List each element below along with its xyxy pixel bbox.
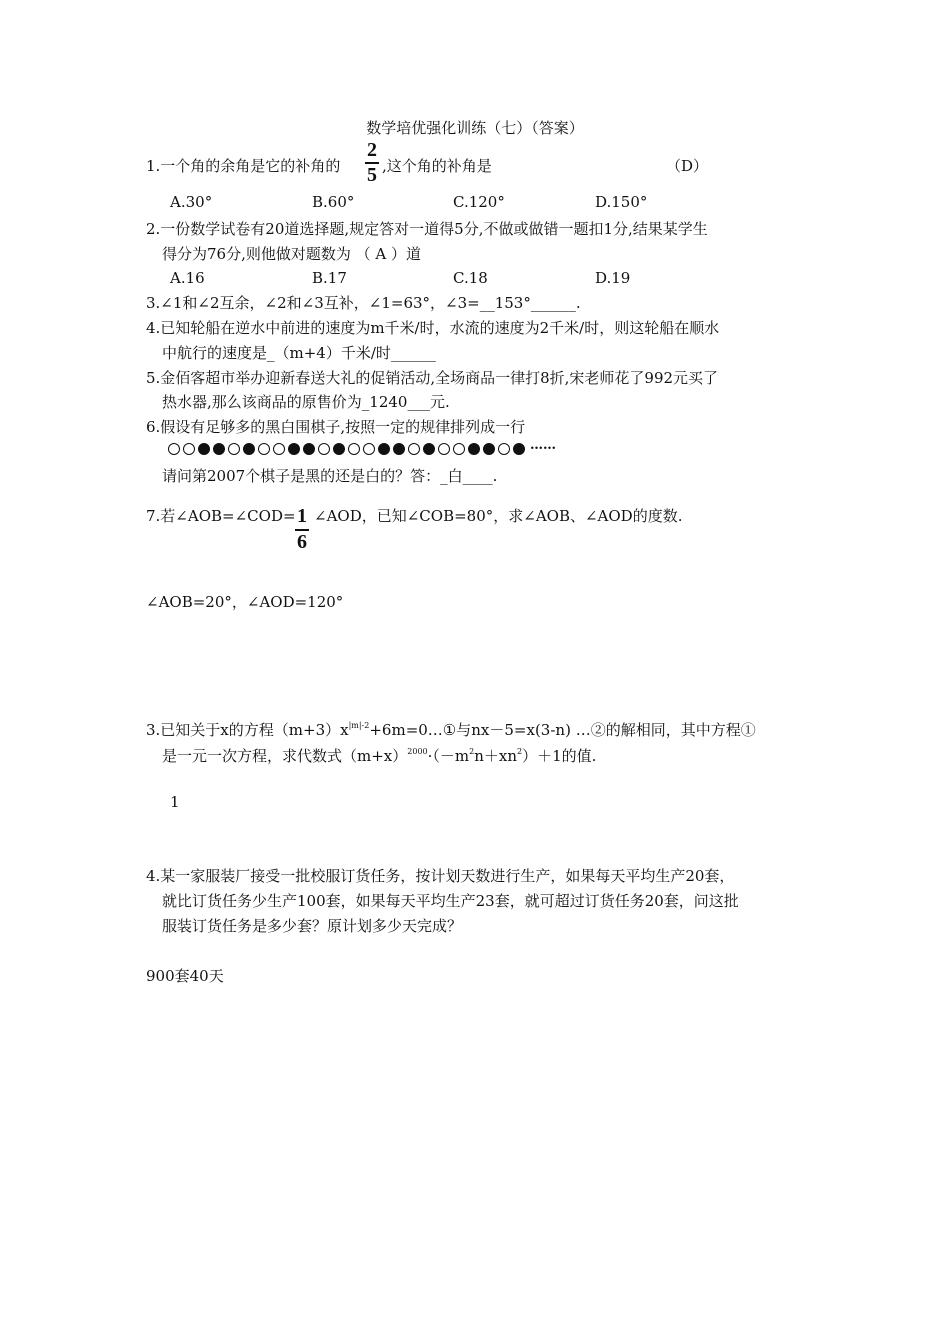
q8-line1 — [146, 716, 756, 740]
q6-line1: 6.假设有足够多的黑白围棋子,按照一定的规律排列成一行 — [146, 418, 526, 436]
q1-option-b: B.60° — [312, 193, 355, 211]
black-stone — [378, 443, 390, 455]
black-stone — [213, 443, 225, 455]
q4-line2: 中航行的速度是_（m+4）千米/时______ — [162, 344, 436, 362]
q1-option-a: A.30° — [170, 193, 213, 211]
q8-line2 — [162, 742, 596, 766]
white-stone — [498, 443, 510, 455]
q8-text-c: 是一元一次方程，求代数式（m+x） — [162, 747, 408, 765]
q7-frac-den: 6 — [297, 531, 307, 553]
page-title: 数学培优强化训练（七）（答案） — [366, 119, 584, 137]
black-stone — [333, 443, 345, 455]
q8-exponent-n2: 2 — [517, 747, 523, 756]
black-stone — [468, 443, 480, 455]
q6-answer-line: 请问第2007个棋子是黑的还是白的？答：_白____. — [162, 467, 498, 485]
q2-option-d: D.19 — [595, 269, 631, 287]
q1-option-d: D.150° — [595, 193, 648, 211]
q1-answer: （D） — [666, 157, 709, 175]
q9-line1: 4.某一家服装厂接受一批校服订货任务，按计划天数进行生产，如果每天平均生产20套， — [146, 867, 735, 885]
q1-option-c: C.120° — [453, 193, 505, 211]
q8-text-e: n＋xn — [474, 747, 517, 765]
q1-fraction — [364, 140, 380, 185]
q2-option-c: C.18 — [453, 269, 488, 287]
black-stone — [393, 443, 405, 455]
q9-answer: 900套40天 — [146, 967, 224, 985]
q8-text-f: ）＋1的值. — [522, 747, 597, 765]
q1-suffix: ,这个角的补角是 — [382, 157, 492, 175]
q8-answer: 1 — [170, 793, 180, 811]
black-stone — [513, 443, 525, 455]
black-stone — [198, 443, 210, 455]
q1-frac-num: 2 — [367, 139, 377, 161]
white-stone — [228, 443, 240, 455]
q7-frac-num: 1 — [297, 505, 307, 527]
q4-line1: 4.已知轮船在逆水中前进的速度为m千米/时，水流的速度为2千米/时，则这轮船在顺水 — [146, 319, 720, 337]
q8-text-b: +6m=0…①与nx－5=x(3-n) …②的解相同，其中方程① — [369, 721, 756, 739]
q8-exponent: |m|-2 — [348, 721, 370, 730]
q2-option-a: A.16 — [170, 269, 205, 287]
q1-prefix: 1.一个角的余角是它的补角的 — [146, 157, 341, 175]
q7-prefix: 7.若∠AOB=∠COD= — [146, 507, 296, 525]
q2-line1: 2.一份数学试卷有20道选择题,规定答对一道得5分,不做或做错一题扣1分,结果某学生 — [146, 220, 708, 238]
q8-exponent-2000: 2000 — [407, 747, 428, 756]
bead-sequence — [168, 437, 556, 458]
fraction-bar — [365, 162, 379, 164]
black-stone — [423, 443, 435, 455]
q3-line: 3.∠1和∠2互余，∠2和∠3互补，∠1=63°，∠3=__153°______. — [146, 294, 581, 312]
bead-ellipsis: …… — [530, 437, 556, 453]
white-stone — [348, 443, 360, 455]
q9-line2: 就比订货任务少生产100套，如果每天平均生产23套，就可超过订货任务20套，问这批 — [162, 892, 739, 910]
q8-text-a: 3.已知关于x的方程（m+3）x — [146, 721, 349, 739]
black-stone — [483, 443, 495, 455]
q5-line1: 5.金佰客超市举办迎新春送大礼的促销活动,全场商品一律打8折,宋老师花了992元买了 — [146, 369, 719, 387]
q2-line2: 得分为76分,则他做对题数为 （ A ）道 — [162, 245, 421, 263]
black-stone — [243, 443, 255, 455]
white-stone — [453, 443, 465, 455]
white-stone — [258, 443, 270, 455]
white-stone — [408, 443, 420, 455]
q8-text-d: ·（－m — [427, 747, 470, 765]
black-stone — [288, 443, 300, 455]
q2-option-b: B.17 — [312, 269, 347, 287]
q9-line3: 服装订货任务是多少套？原计划多少天完成？ — [162, 917, 463, 935]
fraction-bar — [295, 529, 309, 531]
white-stone — [168, 443, 180, 455]
black-stone — [303, 443, 315, 455]
q7-suffix: ∠AOD，已知∠COB=80°，求∠AOB、∠AOD的度数. — [314, 507, 683, 525]
q7-answer: ∠AOB=20°，∠AOD=120° — [146, 593, 344, 611]
q7-fraction — [294, 506, 310, 552]
q1-frac-den: 5 — [367, 164, 377, 186]
white-stone — [438, 443, 450, 455]
white-stone — [273, 443, 285, 455]
q8-exponent-m2: 2 — [469, 747, 475, 756]
q5-line2: 热水器,那么该商品的原售价为_1240___元. — [162, 393, 450, 411]
white-stone — [183, 443, 195, 455]
white-stone — [363, 443, 375, 455]
white-stone — [318, 443, 330, 455]
